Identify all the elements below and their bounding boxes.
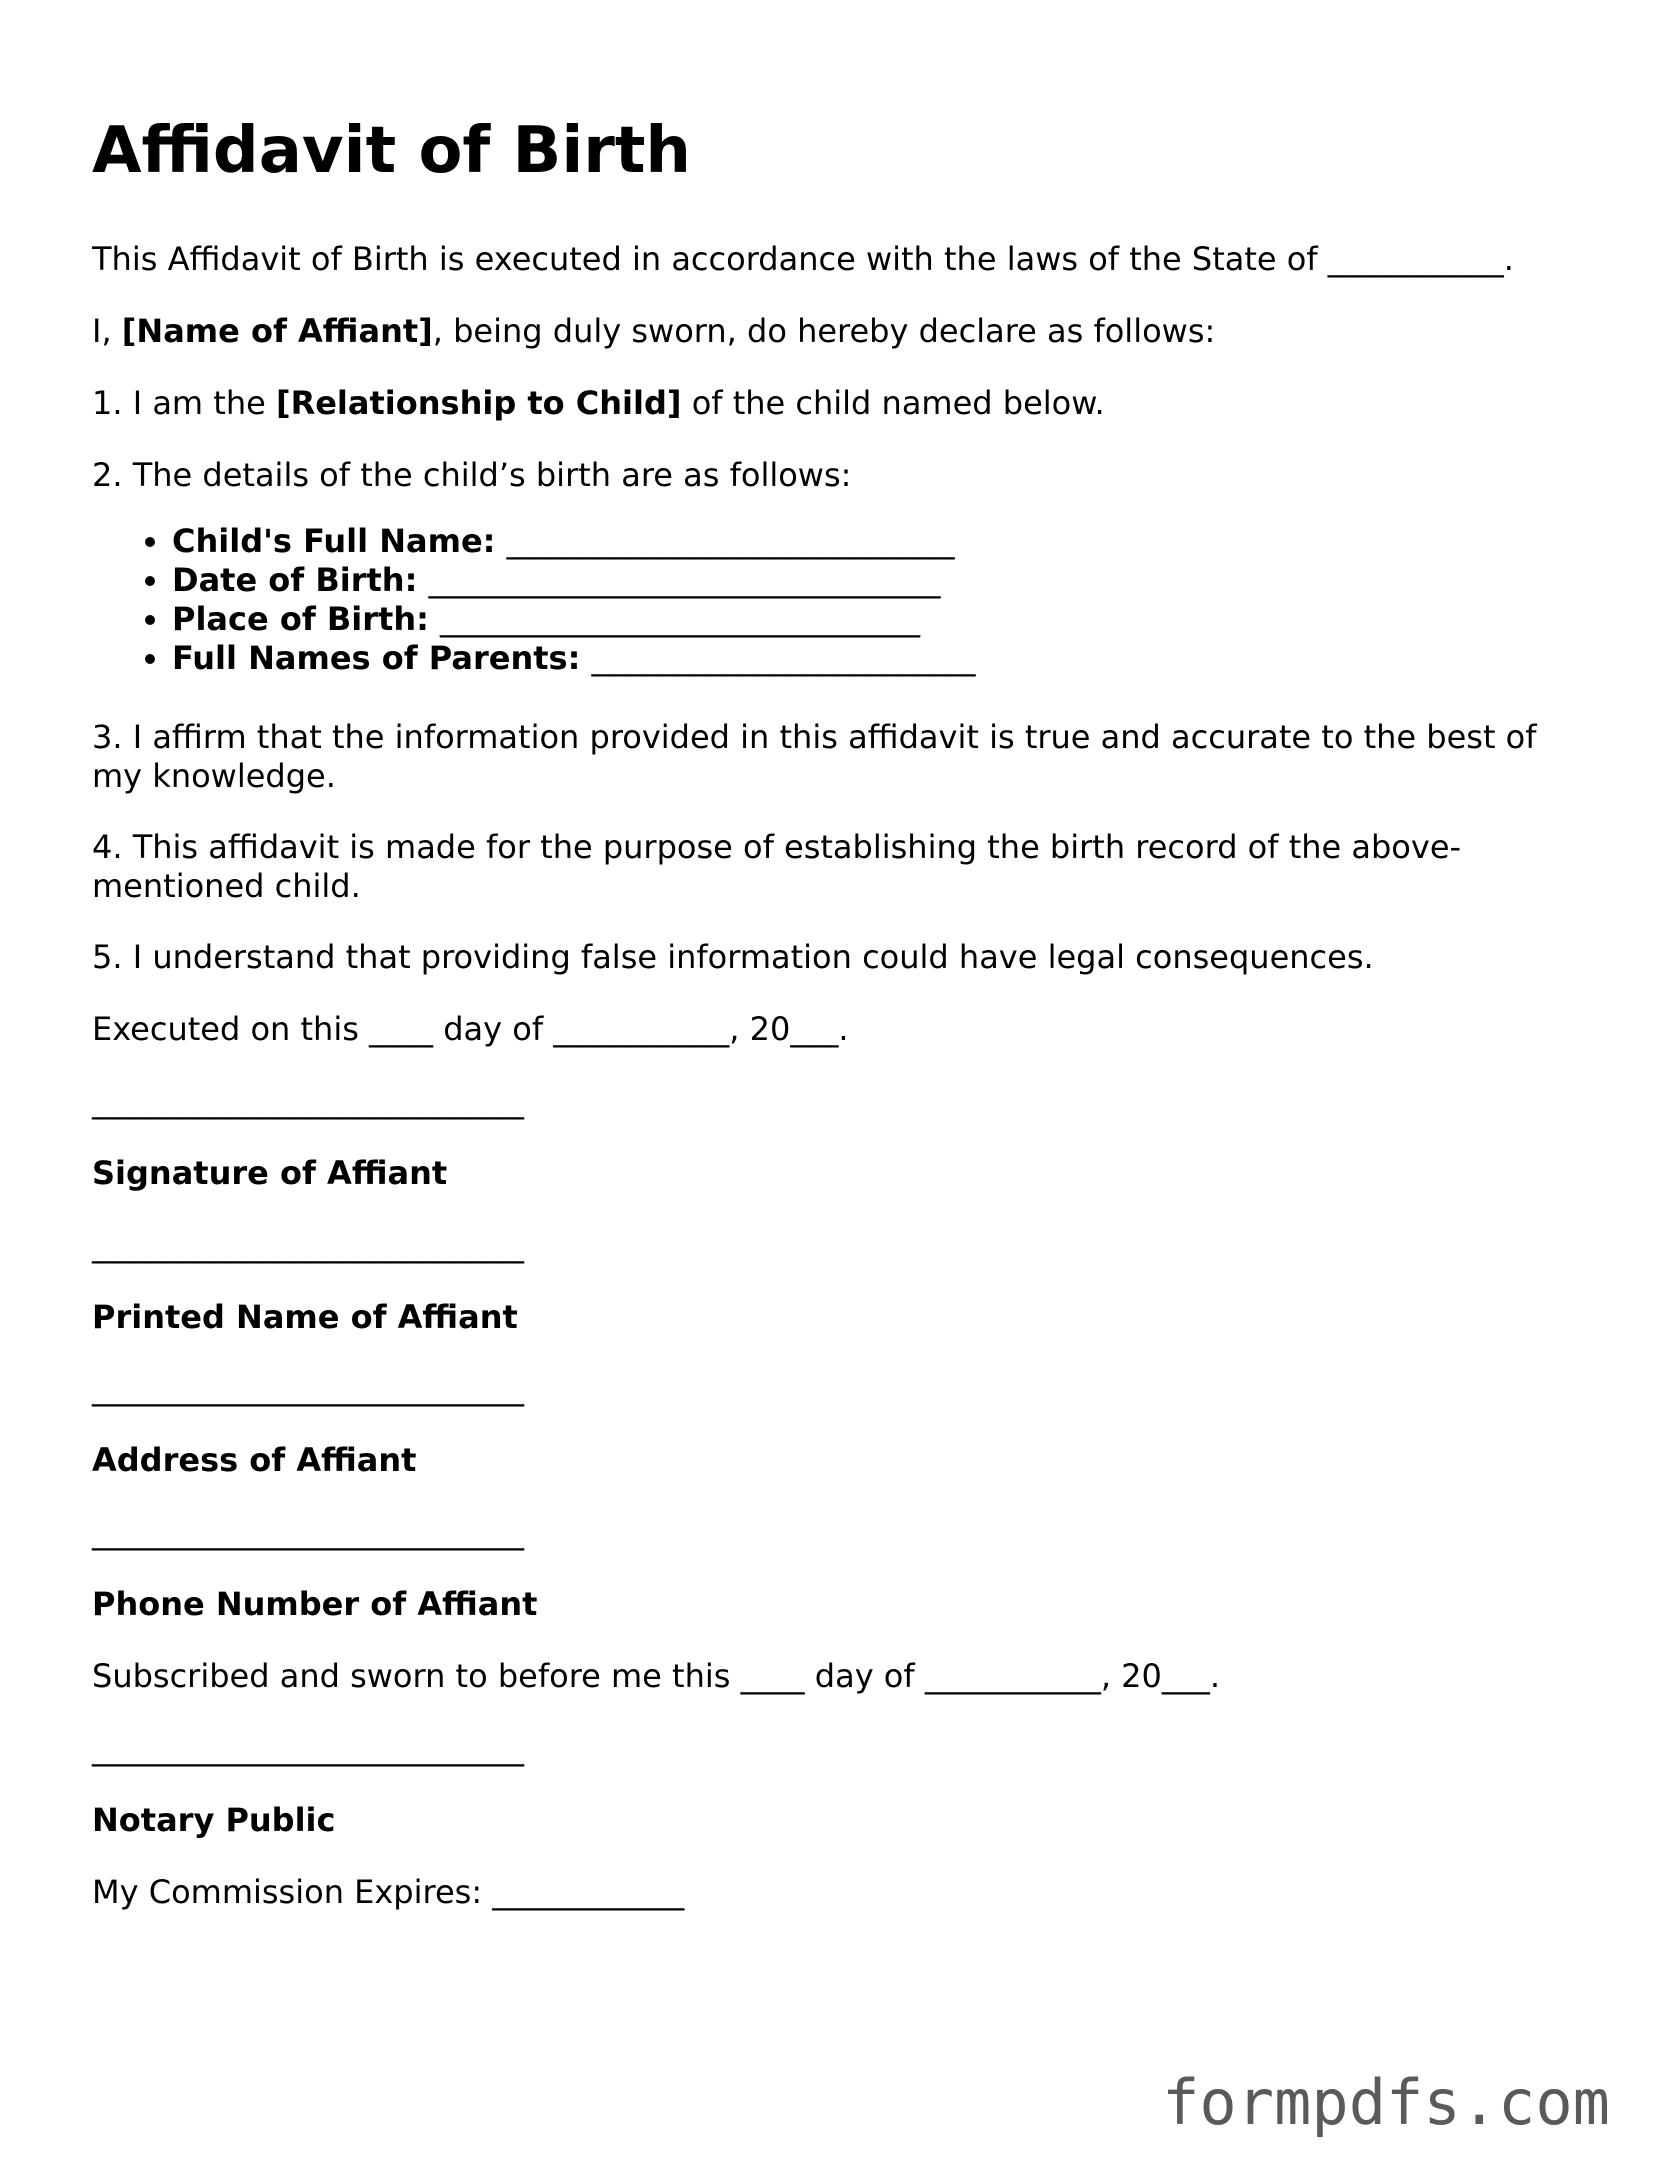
list-item — [172, 522, 976, 561]
list-item — [172, 561, 976, 600]
signature-line: ___________________________ — [92, 1082, 524, 1120]
phone-number-line: ___________________________ — [92, 1513, 524, 1551]
commission-expires-line: My Commission Expires: ____________ — [92, 1873, 685, 1911]
signature-of-affiant-label: Signature of Affiant — [92, 1154, 448, 1192]
address-line: ___________________________ — [92, 1369, 524, 1407]
document-title: Affidavit of Birth — [92, 114, 691, 188]
childs-full-name-blank: ____________________________ — [506, 522, 955, 560]
place-of-birth-label: Place of Birth: — [172, 600, 429, 638]
item-4-paragraph: 4. This affidavit is made for the purpose of establishing the birth record of the above-mentioned child. — [92, 828, 1462, 905]
relationship-placeholder: [Relationship to Child] — [275, 384, 682, 422]
declaration-suffix: , being duly sworn, do hereby declare as follows: — [432, 312, 1216, 350]
intro-paragraph: This Affidavit of Birth is executed in accordance with the laws of the State of ___________. — [92, 240, 1514, 278]
affiant-name-placeholder: [Name of Affiant] — [121, 312, 433, 350]
parents-names-blank: ________________________ — [591, 639, 976, 677]
printed-name-of-affiant-label: Printed Name of Affiant — [92, 1298, 518, 1336]
item-1-suffix: of the child named below. — [681, 384, 1105, 422]
declaration-prefix: I, — [92, 312, 122, 350]
notary-signature-line: ___________________________ — [92, 1729, 524, 1767]
birth-details-list — [92, 522, 976, 678]
item-1-prefix: 1. I am the — [92, 384, 276, 422]
item-3-paragraph: 3. I affirm that the information provided in this affidavit is true and accurate to the best of my knowledge. — [92, 718, 1537, 795]
date-of-birth-blank: ________________________________ — [428, 561, 941, 599]
notary-public-label: Notary Public — [92, 1801, 336, 1839]
place-of-birth-blank: ______________________________ — [440, 600, 921, 638]
printed-name-line: ___________________________ — [92, 1226, 524, 1264]
sworn-line: Subscribed and sworn to before me this ____ day of ___________, 20___. — [92, 1657, 1221, 1695]
item-2-paragraph: 2. The details of the child’s birth are as follows: — [92, 456, 852, 494]
item-5-paragraph: 5. I understand that providing false information could have legal consequences. — [92, 938, 1374, 976]
phone-number-of-affiant-label: Phone Number of Affiant — [92, 1585, 538, 1623]
list-item — [172, 639, 976, 678]
parents-names-label: Full Names of Parents: — [172, 639, 581, 677]
date-of-birth-label: Date of Birth: — [172, 561, 418, 599]
address-of-affiant-label: Address of Affiant — [92, 1441, 417, 1479]
list-item — [172, 600, 976, 639]
childs-full-name-label: Child's Full Name: — [172, 522, 496, 560]
item-1-paragraph — [92, 384, 1105, 423]
declaration-paragraph — [92, 312, 1215, 351]
executed-line: Executed on this ____ day of ___________, 20___. — [92, 1010, 849, 1048]
watermark: formpdfs.com — [1162, 2066, 1610, 2139]
